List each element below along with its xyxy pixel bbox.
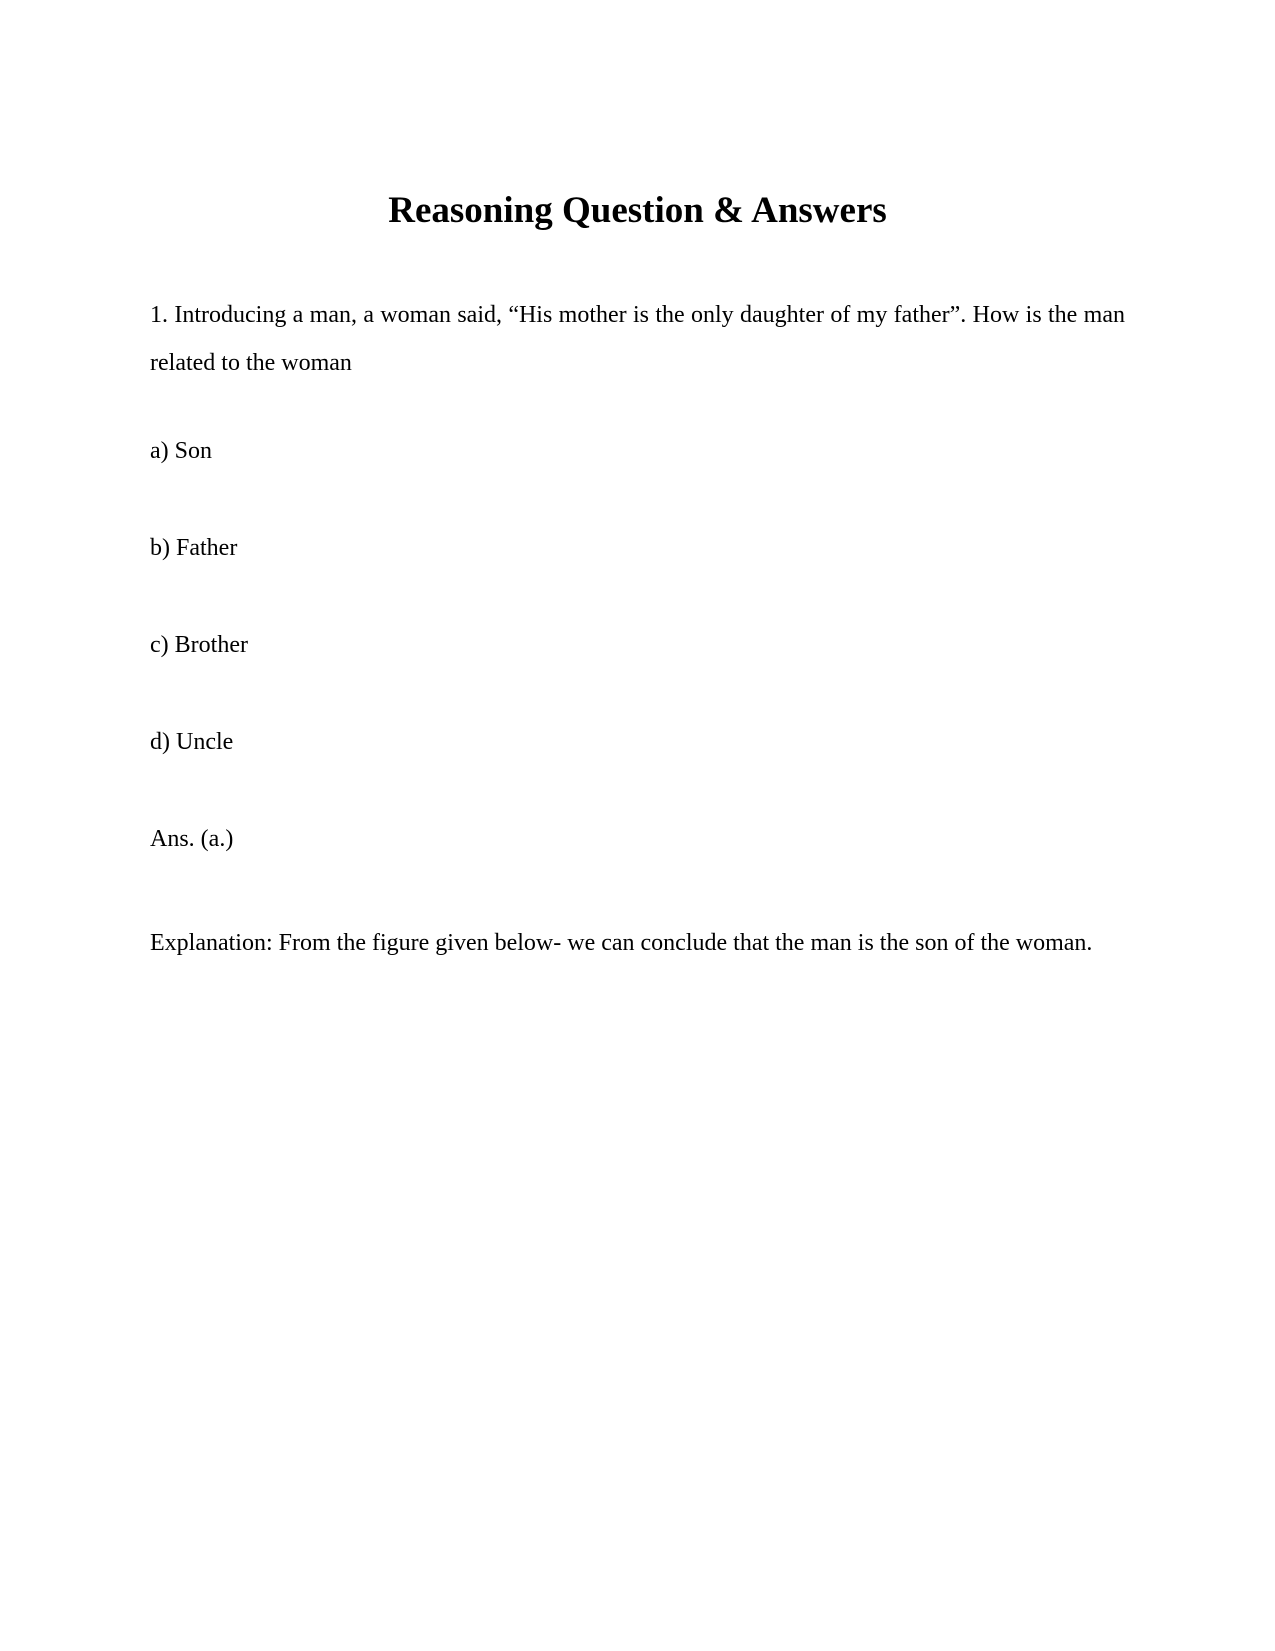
answer-text: Ans. (a.)	[150, 826, 234, 852]
question-text: 1. Introducing a man, a woman said, “His mother is the only daughter of my father”. How is the man related to the woman	[150, 302, 1125, 376]
option-d: d) Uncle	[150, 729, 234, 755]
option-b: b) Father	[150, 535, 238, 561]
explanation-text: Explanation: From the figure given below- we can conclude that the man is the son of the woman.	[150, 930, 1093, 956]
page-title: Reasoning Question & Answers	[388, 190, 887, 231]
option-c: c) Brother	[150, 632, 248, 658]
option-a: a) Son	[150, 438, 212, 464]
